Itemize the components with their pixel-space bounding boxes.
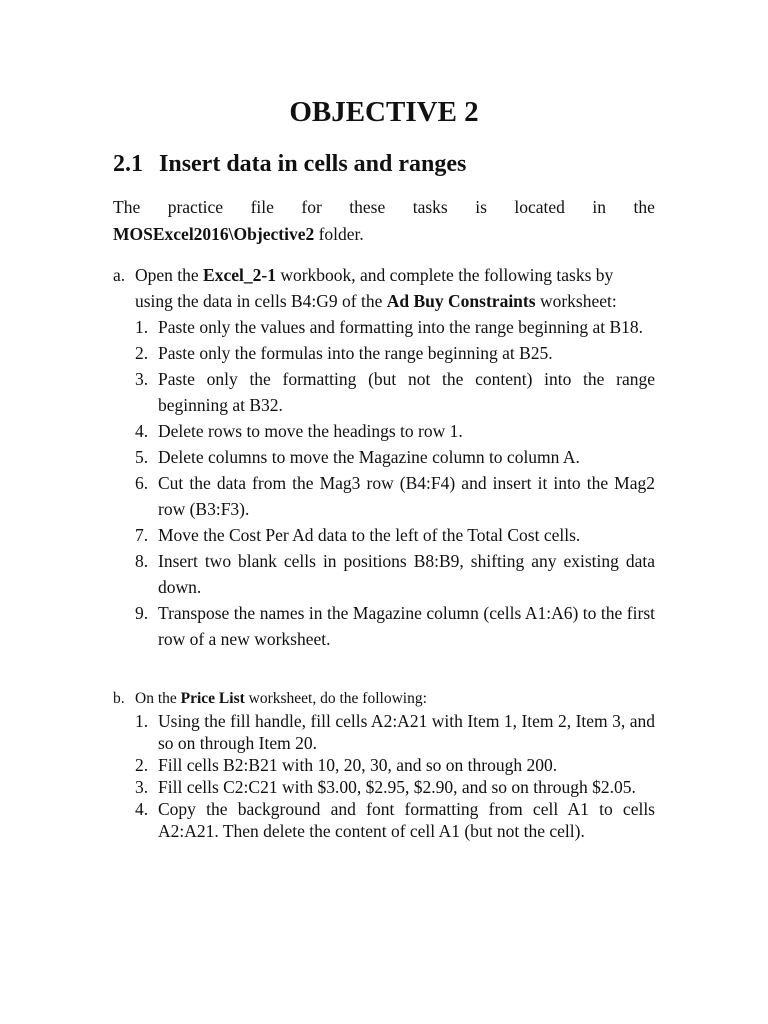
intro-word: file bbox=[250, 197, 274, 217]
list-item bbox=[135, 522, 655, 548]
step-text: Paste only the formatting (but not the content) into the range beginning at B32. bbox=[158, 369, 655, 415]
task-b-lead-line bbox=[135, 688, 655, 710]
step-number: 4. bbox=[135, 421, 149, 441]
list-item bbox=[135, 600, 655, 652]
task-b-lead bbox=[113, 688, 655, 710]
section-title: Insert data in cells and ranges bbox=[159, 151, 467, 177]
list-item bbox=[135, 710, 655, 754]
intro-word: The bbox=[113, 197, 141, 217]
step-text: Delete columns to move the Magazine column to column A. bbox=[158, 447, 580, 467]
list-item bbox=[135, 418, 655, 444]
list-item bbox=[135, 366, 655, 418]
task-letter: b. bbox=[113, 690, 125, 707]
task-a-steps bbox=[113, 314, 655, 652]
step-text: Fill cells C2:C21 with $3.00, $2.95, $2.90, and so on through $2.05. bbox=[158, 777, 636, 797]
step-text: Copy the background and font formatting from cell A1 to cells A2:A21. Then delete the content of cell A1 (but not the cell). bbox=[158, 799, 655, 841]
intro-word: practice bbox=[167, 197, 224, 217]
intro-paragraph bbox=[113, 194, 655, 248]
list-item bbox=[135, 444, 655, 470]
worksheet-name: Ad Buy Constraints bbox=[386, 291, 536, 311]
step-text: Delete rows to move the headings to row 1. bbox=[158, 421, 463, 441]
step-text: Paste only the values and formatting into the range beginning at B18. bbox=[158, 317, 644, 337]
lead-text: worksheet: bbox=[535, 291, 617, 311]
step-number: 4. bbox=[135, 799, 149, 819]
folder-suffix: folder. bbox=[314, 224, 364, 244]
list-item bbox=[135, 776, 655, 798]
step-number: 2. bbox=[135, 755, 149, 775]
lead-text: On the bbox=[135, 690, 181, 707]
step-text: Using the fill handle, fill cells A2:A21 with Item 1, Item 2, Item 3, and so on through Item 20. bbox=[158, 711, 655, 753]
intro-word: these bbox=[349, 197, 386, 217]
step-text: Paste only the formulas into the range beginning at B25. bbox=[158, 343, 553, 363]
task-b-steps bbox=[113, 710, 655, 842]
step-text: Cut the data from the Mag3 row (B4:F4) and insert it into the Mag2 row (B3:F3). bbox=[158, 473, 655, 519]
step-number: 5. bbox=[135, 447, 149, 467]
task-group-b bbox=[113, 688, 655, 842]
step-number: 7. bbox=[135, 525, 149, 545]
step-number: 3. bbox=[135, 777, 149, 797]
list-item bbox=[135, 340, 655, 366]
workbook-name: Excel_2-1 bbox=[203, 265, 276, 285]
intro-word: is bbox=[475, 197, 487, 217]
intro-line-2 bbox=[113, 221, 655, 248]
intro-word: in bbox=[592, 197, 607, 217]
step-text: Fill cells B2:B21 with 10, 20, 30, and so on through 200. bbox=[158, 755, 558, 775]
folder-name: MOSExcel2016\Objective2 bbox=[113, 224, 315, 244]
task-a-lead-line-1 bbox=[135, 262, 655, 288]
lead-text: Open the bbox=[135, 265, 204, 285]
list-item bbox=[135, 548, 655, 600]
list-item bbox=[135, 754, 655, 776]
lead-text: workbook, and complete the following tasks by bbox=[275, 265, 614, 285]
step-number: 1. bbox=[135, 317, 149, 337]
task-a-lead bbox=[113, 262, 655, 314]
step-number: 2. bbox=[135, 343, 149, 363]
step-text: Insert two blank cells in positions B8:B9, shifting any existing data down. bbox=[158, 551, 655, 597]
section-heading bbox=[113, 146, 466, 182]
step-text: Transpose the names in the Magazine column (cells A1:A6) to the first row of a new worksheet. bbox=[158, 603, 655, 649]
task-a-lead-line-2 bbox=[135, 288, 655, 314]
intro-word: the bbox=[633, 197, 655, 217]
list-item bbox=[135, 314, 655, 340]
worksheet-name: Price List bbox=[180, 690, 245, 707]
lead-text: using the data in cells B4:G9 of the bbox=[135, 291, 387, 311]
list-item bbox=[135, 798, 655, 842]
step-number: 9. bbox=[135, 603, 149, 623]
intro-word: located bbox=[514, 197, 565, 217]
page-title: OBJECTIVE 2 bbox=[289, 96, 479, 128]
step-number: 1. bbox=[135, 711, 149, 731]
step-number: 3. bbox=[135, 369, 149, 389]
step-text: Move the Cost Per Ad data to the left of the Total Cost cells. bbox=[158, 525, 581, 545]
task-letter: a. bbox=[113, 265, 126, 285]
lead-text: worksheet, do the following: bbox=[244, 690, 427, 707]
section-number: 2.1 bbox=[113, 151, 143, 177]
intro-word: tasks bbox=[412, 197, 448, 217]
task-group-a bbox=[113, 262, 655, 652]
intro-word: for bbox=[301, 197, 322, 217]
step-number: 8. bbox=[135, 551, 149, 571]
intro-line-1 bbox=[113, 194, 655, 221]
list-item bbox=[135, 470, 655, 522]
step-number: 6. bbox=[135, 473, 149, 493]
